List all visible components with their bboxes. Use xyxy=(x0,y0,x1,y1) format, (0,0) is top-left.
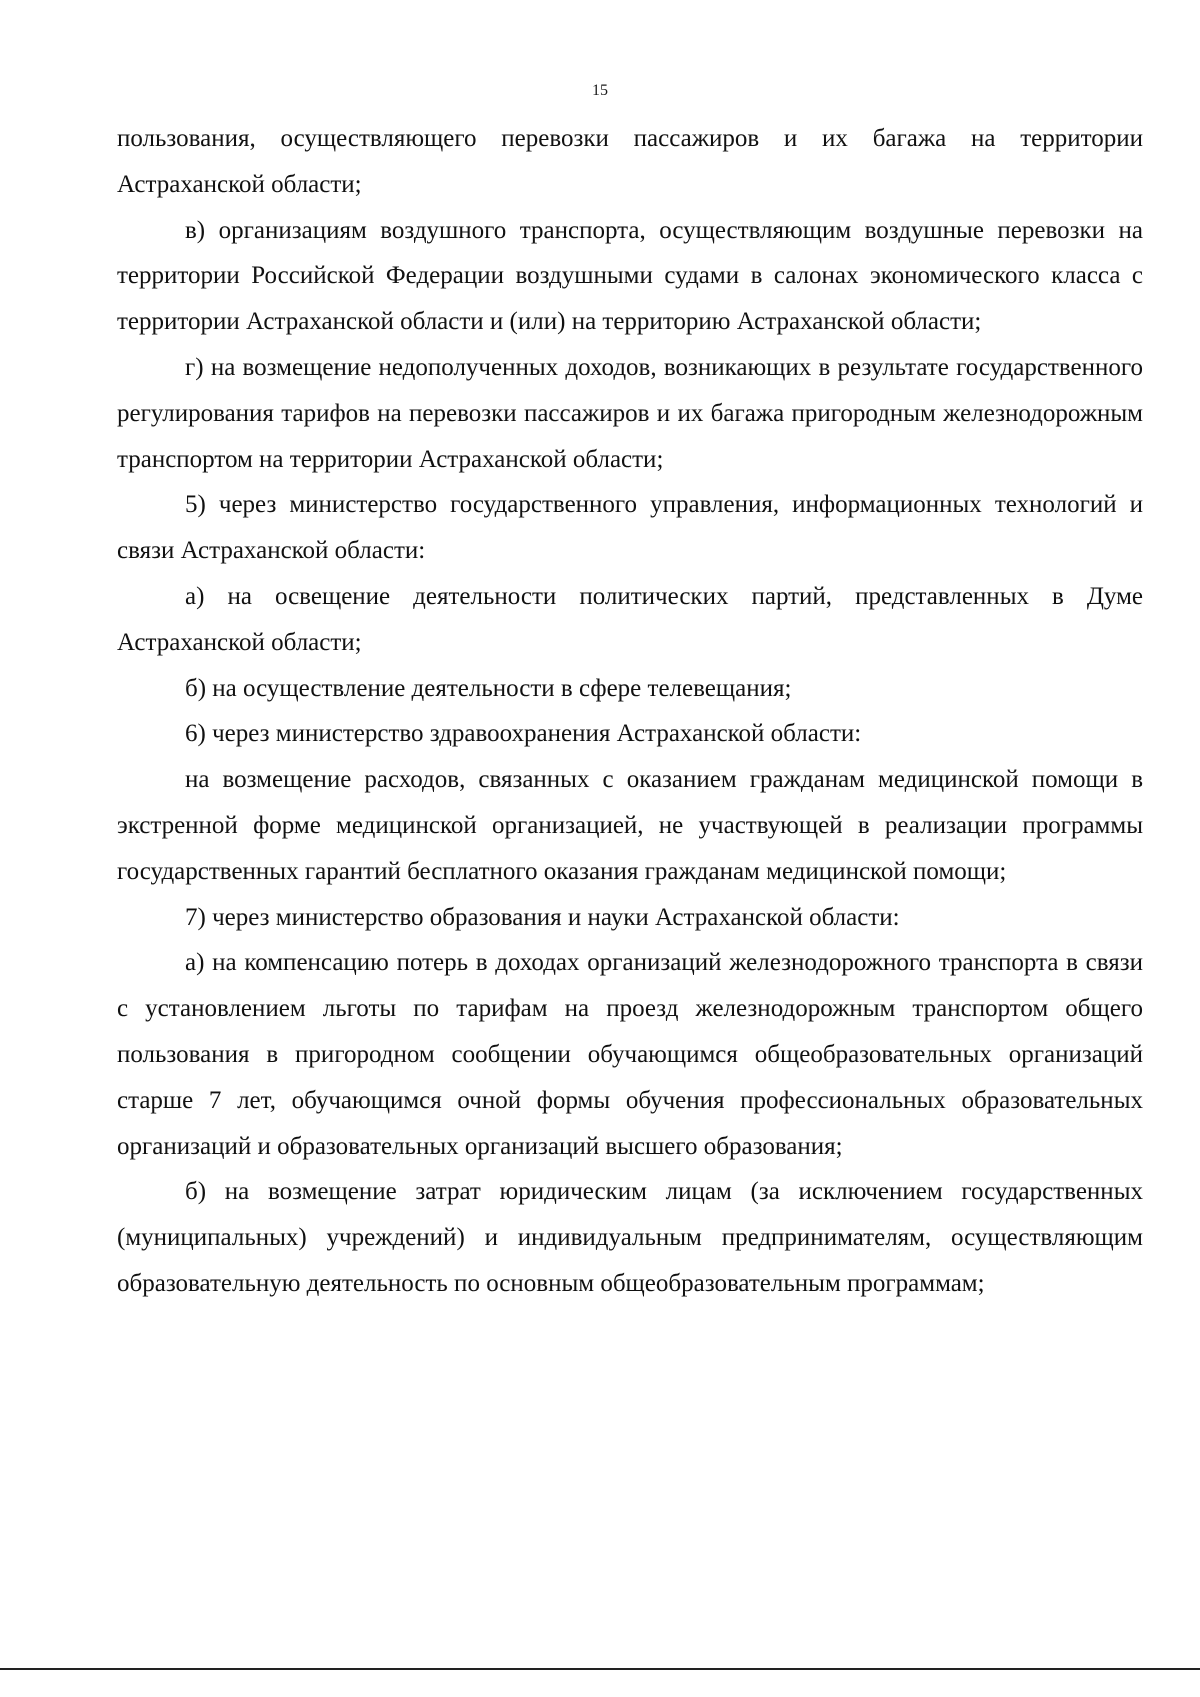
paragraph-3: г) на возмещение недополученных доходов, возникающих в результате государственного регулирования тарифов на перевозки пассажиров и их багажа пригородным железнодорожным транспортом на территории Астраханской области; xyxy=(117,353,1143,473)
paragraph-2: в) организациям воздушного транспорта, осуществляющим воздушные перевозки на территории Российской Федерации воздушными судами в салонах экономического класса с территории Астраханской области и (или) на территорию Астраханской области; xyxy=(117,216,1143,336)
paragraph-11: б) на возмещение затрат юридическим лицам (за исключением государственных (муниципальных) учреждений) и индивидуальным предпринимателям, осуществляющим образовательную деятельность по основным общеобразовательным программам; xyxy=(117,1178,1143,1297)
paragraph-9: 7) через министерство образования и науки Астраханской области: xyxy=(185,903,900,931)
document-body xyxy=(117,116,1143,1307)
paragraph-10: а) на компенсацию потерь в доходах организаций железнодорожного транспорта в связи с установлением льготы по тарифам на проезд железнодорожным транспортом общего пользования в пригородном сообщении обучающимся общеобразовательных организаций старше 7 лет, обучающимся очной формы обучения профессиональных образовательных организаций и образовательных организаций высшего образования; xyxy=(117,949,1143,1160)
paragraph-7: 6) через министерство здравоохранения Астраханской области: xyxy=(185,720,862,748)
paragraph-1: пользования, осуществляющего перевозки пассажиров и их багажа на территории Астраханской области; xyxy=(117,125,1143,198)
bottom-edge-rule xyxy=(0,1668,1200,1670)
paragraph-5: а) на освещение деятельности политических партий, представленных в Думе Астраханской области; xyxy=(117,582,1143,656)
paragraph-8: на возмещение расходов, связанных с оказанием гражданам медицинской помощи в экстренной форме медицинской организацией, не участвующей в реализации программы государственных гарантий бесплатного оказания гражданам медицинской помощи; xyxy=(117,766,1143,885)
page-number: 15 xyxy=(592,82,608,99)
paragraph-6: б) на осуществление деятельности в сфере телевещания; xyxy=(185,674,792,702)
paragraph-4: 5) через министерство государственного управления, информационных технологий и связи Астраханской области: xyxy=(117,491,1143,565)
